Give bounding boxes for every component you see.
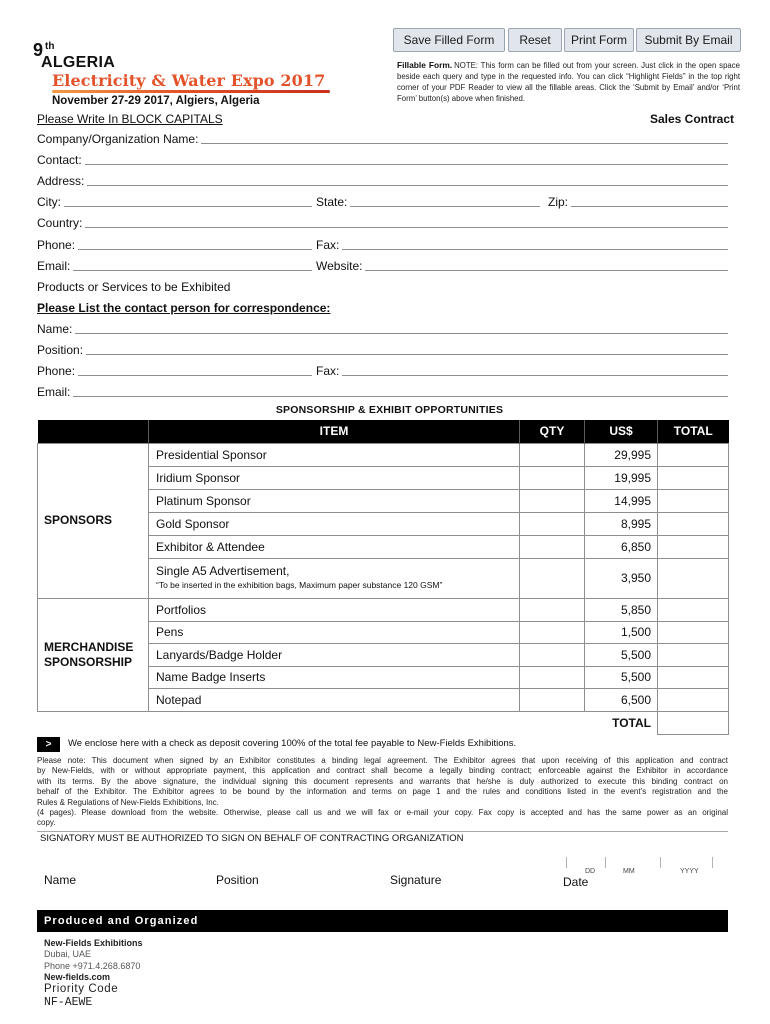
- fax-label: Fax:: [316, 237, 340, 252]
- edition-number: 9: [33, 40, 44, 60]
- qty-cell[interactable]: [520, 688, 585, 711]
- company-row: [37, 127, 728, 148]
- submit-by-email-button[interactable]: Submit By Email: [636, 28, 741, 52]
- row-total-cell[interactable]: [658, 489, 729, 512]
- deposit-checkbox[interactable]: >: [37, 737, 60, 752]
- email-group: [37, 254, 312, 273]
- cp-name-row: [37, 317, 728, 338]
- city-group: [37, 190, 312, 209]
- email-field[interactable]: [73, 259, 312, 271]
- signature-position-label[interactable]: Position: [216, 873, 259, 887]
- deposit-statement: We enclose here with a check as deposit covering 100% of the total fee payable to New-Fields Exhibitions.: [68, 738, 517, 749]
- cp-position-label: Position:: [37, 343, 84, 358]
- legal-note: [37, 756, 728, 829]
- item-price: 8,995: [585, 512, 658, 535]
- group-label-sponsors: SPONSORS: [38, 443, 149, 598]
- event-name: Electricity & Water Expo 2017: [52, 71, 326, 90]
- print-form-button[interactable]: Print Form: [564, 28, 634, 52]
- item-name: Exhibitor & Attendee: [149, 535, 520, 558]
- phone-label: Phone:: [37, 237, 76, 252]
- event-dates: November 27-29 2017, Algiers, Algeria: [52, 95, 260, 107]
- item-price: 5,500: [585, 643, 658, 666]
- header-total: TOTAL: [658, 420, 729, 443]
- produced-organized-banner: Produced and Organized: [37, 910, 728, 932]
- item-price: 5,500: [585, 666, 658, 688]
- contact-row: [37, 148, 728, 169]
- item-price: 1,500: [585, 621, 658, 643]
- grand-total-label: TOTAL: [585, 711, 658, 734]
- item-price: 14,995: [585, 489, 658, 512]
- cp-phone-field[interactable]: [78, 364, 312, 376]
- website-label: Website:: [316, 258, 363, 273]
- edition-suffix: th: [45, 41, 55, 52]
- contact-person-heading: Please List the contact person for correspondence:: [37, 300, 331, 315]
- cp-position-field[interactable]: [86, 343, 728, 355]
- row-total-cell[interactable]: [658, 688, 729, 711]
- cp-email-row: [37, 380, 728, 401]
- header-qty: QTY: [520, 420, 585, 443]
- city-field[interactable]: [64, 195, 312, 207]
- products-row: [37, 275, 728, 296]
- cp-name-field[interactable]: [75, 322, 728, 334]
- row-total-cell[interactable]: [658, 666, 729, 688]
- cp-email-field[interactable]: [73, 385, 728, 397]
- item-price: 19,995: [585, 466, 658, 489]
- item-name: Single A5 Advertisement,: [156, 564, 290, 578]
- item-price: 5,850: [585, 598, 658, 621]
- qty-cell[interactable]: [520, 598, 585, 621]
- email-website-row: [37, 254, 728, 275]
- qty-cell[interactable]: [520, 512, 585, 535]
- fax-field[interactable]: [342, 238, 728, 250]
- signatory-notice: SIGNATORY MUST BE AUTHORIZED TO SIGN ON BEHALF OF CONTRACTING ORGANIZATION: [40, 833, 464, 844]
- cp-phone-group: [37, 359, 312, 378]
- group-label-merchandise: MERCHANDISE SPONSORSHIP: [38, 598, 149, 711]
- row-total-cell[interactable]: [658, 466, 729, 489]
- item-name: Gold Sponsor: [149, 512, 520, 535]
- state-label: State:: [316, 195, 348, 210]
- header-usd: US$: [585, 420, 658, 443]
- header-item: ITEM: [149, 420, 520, 443]
- item-name: Iridium Sponsor: [149, 466, 520, 489]
- item-name-cell: [149, 558, 520, 598]
- company-name-label: Company/Organization Name:: [37, 132, 199, 147]
- table-row: [38, 443, 729, 466]
- legal-note-line: with its terms. By the above signature, the individual signing this document represents and warrants that he/she is duly authorized to execute this binding contract on: [37, 776, 728, 786]
- document-type-title: Sales Contract: [649, 112, 734, 126]
- qty-cell[interactable]: [520, 535, 585, 558]
- organizer-website[interactable]: New-fields.com: [44, 972, 111, 982]
- contact-label: Contact:: [37, 153, 82, 168]
- website-group: [316, 254, 728, 273]
- item-price: 6,850: [585, 535, 658, 558]
- row-total-cell[interactable]: [658, 443, 729, 466]
- state-group: [316, 190, 540, 209]
- organizer-phone: Phone +971.4.268.6870: [44, 961, 141, 971]
- qty-cell[interactable]: [520, 443, 585, 466]
- signature-label[interactable]: Signature: [390, 873, 442, 887]
- item-name: Pens: [149, 621, 520, 643]
- country-row: [37, 211, 728, 232]
- organizer-city: Dubai, UAE: [44, 949, 92, 959]
- zip-label: Zip:: [548, 195, 569, 210]
- address-field[interactable]: [87, 174, 728, 186]
- organizer-name: New-Fields Exhibitions: [44, 938, 143, 948]
- note-title: Fillable Form.: [397, 60, 453, 70]
- email-label: Email:: [37, 258, 71, 273]
- company-details-form: [37, 127, 728, 401]
- legal-note-line: copy.: [37, 818, 56, 828]
- fillable-form-note: [397, 60, 740, 104]
- contact-field[interactable]: [85, 153, 728, 165]
- qty-cell[interactable]: [520, 621, 585, 643]
- cp-phone-label: Phone:: [37, 364, 76, 379]
- city-state-zip-row: [37, 190, 728, 211]
- row-total-cell[interactable]: [658, 512, 729, 535]
- block-capitals-instruction: Please Write In BLOCK CAPITALS: [37, 112, 223, 126]
- signatory-divider: [37, 831, 728, 832]
- item-name: Name Badge Inserts: [149, 666, 520, 688]
- legal-note-line: behalf of the Exhibitor. The Exhibitor agrees to be bound by the information and terms on page 1 and the rules and conditions listed in the event’s registration and the: [37, 787, 728, 797]
- legal-note-line: Rules & Regulations of New-Fields Exhibitions, Inc.: [37, 797, 219, 807]
- table-header-row: [38, 420, 729, 443]
- event-country: ALGERIA: [41, 54, 116, 71]
- zip-group: [548, 190, 728, 209]
- qty-cell[interactable]: [520, 466, 585, 489]
- date-day-field[interactable]: DD: [585, 868, 596, 875]
- item-name: Notepad: [149, 688, 520, 711]
- item-name: Lanyards/Badge Holder: [149, 643, 520, 666]
- item-note: “To be inserted in the exhibition bags, Maximum paper substance 120 GSM”: [156, 580, 443, 590]
- phone-fax-row: [37, 232, 728, 253]
- cp-fax-label: Fax:: [316, 364, 340, 379]
- date-label: Date: [563, 875, 589, 889]
- date-month-field[interactable]: MM: [623, 868, 635, 875]
- save-filled-form-button[interactable]: Save Filled Form: [393, 28, 505, 52]
- country-label: Country:: [37, 216, 83, 231]
- cp-name-label: Name:: [37, 321, 73, 336]
- opportunities-table: [37, 420, 729, 735]
- contact-person-heading-row: [37, 296, 728, 317]
- header-category: [38, 420, 149, 443]
- qty-cell[interactable]: [520, 666, 585, 688]
- priority-code-label: Priority Code: [44, 983, 119, 995]
- opportunities-title: SPONSORSHIP & EXHIBIT OPPORTUNITIES: [275, 404, 504, 416]
- note-text: NOTE: This form can be filled out from your screen. Just click in the open space beside each query and type in the requested info. You can click “Highlight Fields” in the top right corner of your PDF Reader to view all the fillable areas. Click the ‘Submit by Email’ and/or ‘Print Form’ button(s) above when finished.: [397, 61, 740, 103]
- phone-field[interactable]: [78, 238, 312, 250]
- address-row: [37, 169, 728, 190]
- reset-button[interactable]: Reset: [508, 28, 562, 52]
- item-name: Presidential Sponsor: [149, 443, 520, 466]
- legal-note-line: by New-Fields, with or without appropriate payment, this application and contract shall become a legally binding contract; enforceable against the Exhibitor in accordance: [37, 766, 728, 776]
- qty-cell[interactable]: [520, 489, 585, 512]
- signature-name-label[interactable]: Name: [44, 873, 77, 887]
- address-label: Address:: [37, 174, 85, 189]
- state-field[interactable]: [350, 195, 540, 207]
- cp-fax-group: [316, 359, 728, 378]
- qty-cell[interactable]: [520, 643, 585, 666]
- row-total-cell[interactable]: [658, 643, 729, 666]
- cp-fax-field[interactable]: [342, 364, 728, 376]
- grand-total-cell[interactable]: [658, 711, 729, 734]
- phone-group: [37, 232, 312, 251]
- date-field-divider: [605, 857, 606, 868]
- row-total-cell[interactable]: [658, 558, 729, 598]
- row-total-cell[interactable]: [658, 598, 729, 621]
- country-field[interactable]: [85, 216, 728, 228]
- date-field-divider: [712, 857, 713, 868]
- item-name: Platinum Sponsor: [149, 489, 520, 512]
- legal-note-line: (4 pages). Please download from the website. Otherwise, please call us and we will fax or e-mail your copy. Fax copy is accepted and has the same power as an original: [37, 807, 728, 817]
- city-label: City:: [37, 195, 61, 210]
- company-name-field[interactable]: [201, 132, 728, 144]
- item-price: 6,500: [585, 688, 658, 711]
- item-name: Portfolios: [149, 598, 520, 621]
- zip-field[interactable]: [571, 195, 728, 207]
- priority-code-value: NF-AEWE: [44, 996, 93, 1009]
- event-name-underline: [52, 90, 330, 93]
- cp-phone-fax-row: [37, 359, 728, 380]
- date-year-field[interactable]: YYYY: [680, 868, 699, 875]
- cp-position-row: [37, 338, 728, 359]
- qty-cell[interactable]: [520, 558, 585, 598]
- item-price: 29,995: [585, 443, 658, 466]
- date-field-divider: [566, 857, 567, 868]
- grand-total-row: [38, 711, 729, 734]
- item-price: 3,950: [585, 558, 658, 598]
- website-field[interactable]: [365, 259, 728, 271]
- row-total-cell[interactable]: [658, 621, 729, 643]
- row-total-cell[interactable]: [658, 535, 729, 558]
- date-field-divider: [660, 857, 661, 868]
- legal-note-line: Please note: This document when signed by an Exhibitor constitutes a binding legal agreement. The Exhibitor agrees that upon receiving of this application and contract: [37, 756, 728, 765]
- cp-email-label: Email:: [37, 385, 71, 400]
- products-label[interactable]: Products or Services to be Exhibited: [37, 279, 231, 294]
- table-row: [38, 598, 729, 621]
- fax-group: [316, 232, 728, 251]
- total-row-spacer: [38, 711, 585, 734]
